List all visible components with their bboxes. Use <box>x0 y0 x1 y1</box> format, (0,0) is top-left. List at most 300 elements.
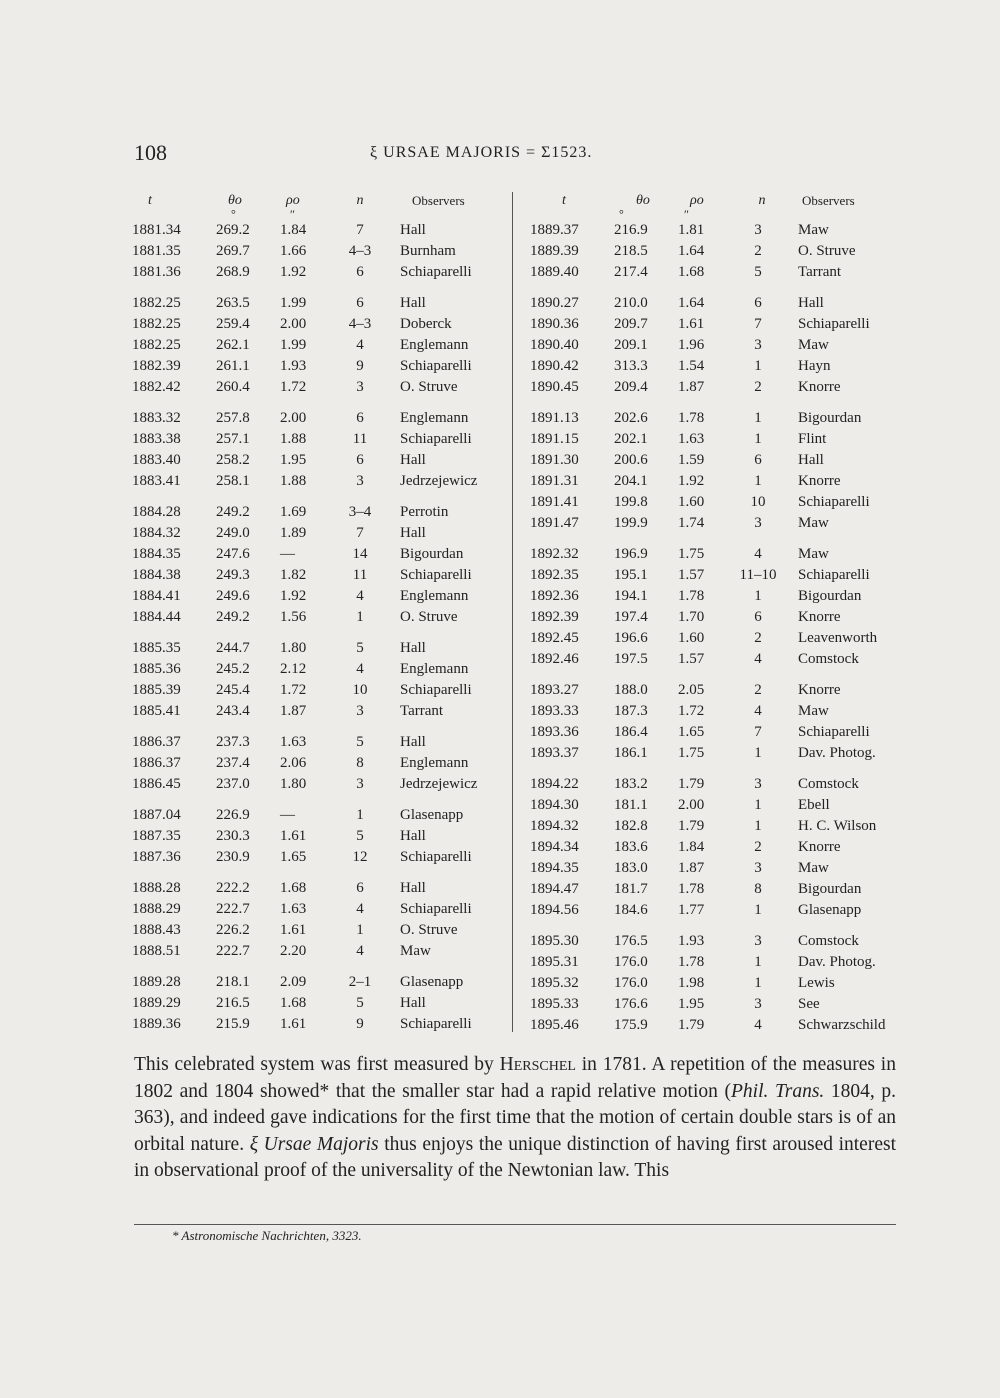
position-angle-cell: 195.1 <box>614 567 648 583</box>
observer-cell: Schiaparelli <box>400 901 472 917</box>
position-angle-cell: 237.4 <box>216 755 250 771</box>
distance-cell: 1.64 <box>678 295 705 311</box>
epoch-cell: 1894.35 <box>530 860 579 876</box>
epoch-cell: 1884.44 <box>132 609 181 625</box>
distance-cell: 2.06 <box>280 755 307 771</box>
nights-cell: 1 <box>754 358 762 374</box>
table-row <box>528 680 898 701</box>
year-group <box>130 972 500 1035</box>
position-angle-cell: 245.2 <box>216 661 250 677</box>
epoch-cell: 1889.40 <box>530 264 579 280</box>
table-row <box>130 262 500 283</box>
distance-cell: 1.63 <box>678 431 705 447</box>
position-angle-cell: 184.6 <box>614 902 648 918</box>
epoch-cell: 1883.38 <box>132 431 181 447</box>
nights-cell: 11 <box>352 567 368 583</box>
observations-table-right <box>528 190 898 1046</box>
distance-cell: 1.74 <box>678 515 705 531</box>
nights-cell: 3 <box>754 515 762 531</box>
distance-cell: 1.60 <box>678 494 705 510</box>
nights-cell: 3 <box>754 860 762 876</box>
observer-cell: Englemann <box>400 588 469 604</box>
epoch-cell: 1892.39 <box>530 609 579 625</box>
observations-table-left <box>130 190 500 1045</box>
table-row <box>528 1015 898 1036</box>
position-angle-cell: 222.7 <box>216 901 250 917</box>
position-angle-cell: 186.4 <box>614 724 648 740</box>
position-angle-cell: 209.7 <box>614 316 648 332</box>
table-row <box>528 858 898 879</box>
epoch-cell: 1882.39 <box>132 358 181 374</box>
position-angle-cell: 202.6 <box>614 410 648 426</box>
epoch-cell: 1886.37 <box>132 755 181 771</box>
year-group <box>528 544 898 670</box>
position-angle-cell: 202.1 <box>614 431 648 447</box>
observer-cell: Leavenworth <box>798 630 878 646</box>
epoch-cell: 1883.41 <box>132 473 181 489</box>
observer-cell: Tarrant <box>798 264 842 280</box>
table-row <box>528 335 898 356</box>
nights-cell: 3 <box>754 933 762 949</box>
nights-cell: 1 <box>754 588 762 604</box>
observer-cell: Hall <box>400 295 426 311</box>
epoch-cell: 1882.25 <box>132 295 181 311</box>
nights-cell: 8 <box>754 881 762 897</box>
position-angle-cell: 196.6 <box>614 630 648 646</box>
position-angle-cell: 263.5 <box>216 295 250 311</box>
epoch-cell: 1888.28 <box>132 880 181 896</box>
table-row <box>130 1014 500 1035</box>
year-group <box>130 638 500 722</box>
epoch-cell: 1882.42 <box>132 379 181 395</box>
observer-cell: Schiaparelli <box>400 264 472 280</box>
distance-cell: 1.64 <box>678 243 705 259</box>
nights-cell: 6 <box>356 452 364 468</box>
observer-cell: Schiaparelli <box>400 1016 472 1032</box>
nights-cell: 4 <box>356 901 364 917</box>
epoch-cell: 1892.36 <box>530 588 579 604</box>
epoch-cell: 1895.31 <box>530 954 579 970</box>
nights-cell: 4 <box>754 703 762 719</box>
position-angle-cell: 258.2 <box>216 452 250 468</box>
distance-cell: 1.75 <box>678 745 705 761</box>
nights-cell: 1 <box>754 745 762 761</box>
position-angle-cell: 175.9 <box>614 1017 648 1033</box>
epoch-cell: 1889.36 <box>132 1016 181 1032</box>
observer-cell: Schiaparelli <box>400 849 472 865</box>
table-row <box>130 972 500 993</box>
position-angle-cell: 209.1 <box>614 337 648 353</box>
distance-cell: 1.81 <box>678 222 705 238</box>
distance-cell: 1.92 <box>280 264 307 280</box>
nights-cell: 4 <box>754 651 762 667</box>
observer-cell: Lewis <box>798 975 835 991</box>
nights-cell: 1 <box>754 431 762 447</box>
year-group <box>130 408 500 492</box>
position-angle-cell: 222.7 <box>216 943 250 959</box>
epoch-cell: 1892.35 <box>530 567 579 583</box>
table-row <box>130 502 500 523</box>
paragraph-text-4: thus enjoys the unique distinction of having first aroused interest in observational proof of the universality of the Newtonian law. This <box>134 1133 896 1181</box>
table-row <box>528 973 898 994</box>
table-row <box>528 774 898 795</box>
epoch-cell: 1894.34 <box>530 839 579 855</box>
epoch-cell: 1885.39 <box>132 682 181 698</box>
epoch-cell: 1882.25 <box>132 337 181 353</box>
observer-cell: Comstock <box>798 776 859 792</box>
observer-cell: O. Struve <box>798 243 856 259</box>
epoch-cell: 1886.45 <box>132 776 181 792</box>
table-row <box>528 994 898 1015</box>
table-row <box>528 492 898 513</box>
observer-cell: Hall <box>400 452 426 468</box>
epoch-cell: 1889.39 <box>530 243 579 259</box>
epoch-cell: 1884.41 <box>132 588 181 604</box>
epoch-cell: 1894.32 <box>530 818 579 834</box>
table-row <box>528 900 898 921</box>
epoch-cell: 1892.45 <box>530 630 579 646</box>
year-group <box>528 220 898 283</box>
nights-cell: 6 <box>754 295 762 311</box>
observer-cell: Perrotin <box>400 504 449 520</box>
distance-cell: 1.99 <box>280 295 307 311</box>
distance-cell: — <box>280 807 295 823</box>
year-group <box>528 408 898 534</box>
epoch-cell: 1887.35 <box>132 828 181 844</box>
distance-cell: 1.88 <box>280 431 307 447</box>
table-row <box>528 471 898 492</box>
table-row <box>528 879 898 900</box>
distance-cell: 1.79 <box>678 818 705 834</box>
position-angle-cell: 237.0 <box>216 776 250 792</box>
observer-cell: Englemann <box>400 337 469 353</box>
epoch-cell: 1884.35 <box>132 546 181 562</box>
star-name: ξ Ursae Majoris <box>249 1133 379 1155</box>
paragraph-text-3: 1804, p. 363), and indeed gave indications for the first time that the motion of certain double stars is of an orbital nature. <box>134 1080 896 1155</box>
unit-rho: ″ <box>290 207 295 221</box>
position-angle-cell: 247.6 <box>216 546 250 562</box>
table-row <box>528 565 898 586</box>
observer-cell: Flint <box>798 431 827 447</box>
table-row <box>130 586 500 607</box>
distance-cell: 1.72 <box>280 379 307 395</box>
distance-cell: 1.87 <box>678 860 705 876</box>
nights-cell: 10 <box>352 682 368 698</box>
observer-cell: Ebell <box>798 797 830 813</box>
observer-cell: Maw <box>798 703 829 719</box>
distance-cell: 1.92 <box>280 588 307 604</box>
position-angle-cell: 257.1 <box>216 431 250 447</box>
table-row <box>130 241 500 262</box>
distance-cell: 1.68 <box>280 880 307 896</box>
observer-cell: Maw <box>798 337 829 353</box>
footnote: * Astronomische Nachrichten, 3323. <box>172 1228 362 1243</box>
position-angle-cell: 261.1 <box>216 358 250 374</box>
epoch-cell: 1883.32 <box>132 410 181 426</box>
table-header <box>528 190 898 210</box>
observer-cell: Bigourdan <box>400 546 464 562</box>
position-angle-cell: 188.0 <box>614 682 648 698</box>
epoch-cell: 1890.40 <box>530 337 579 353</box>
distance-cell: 1.79 <box>678 776 705 792</box>
distance-cell: 1.84 <box>280 222 307 238</box>
observer-cell: Knorre <box>798 839 841 855</box>
observer-cell: O. Struve <box>400 609 458 625</box>
nights-cell: 4 <box>754 1017 762 1033</box>
observer-cell: Hall <box>798 452 824 468</box>
epoch-cell: 1886.37 <box>132 734 181 750</box>
header-n: n <box>356 193 364 208</box>
header-rho: ρo <box>286 193 300 208</box>
distance-cell: 1.98 <box>678 975 705 991</box>
epoch-cell: 1885.41 <box>132 703 181 719</box>
header-theta: θo <box>228 193 242 208</box>
year-group <box>130 878 500 962</box>
observer-cell: Doberck <box>400 316 452 332</box>
year-group <box>130 732 500 795</box>
table-row <box>130 920 500 941</box>
epoch-cell: 1885.35 <box>132 640 181 656</box>
position-angle-cell: 199.8 <box>614 494 648 510</box>
position-angle-cell: 218.5 <box>614 243 648 259</box>
position-angle-cell: 249.2 <box>216 609 250 625</box>
nights-cell: 3 <box>754 776 762 792</box>
nights-cell: 1 <box>754 410 762 426</box>
table-row <box>130 293 500 314</box>
observer-cell: See <box>798 996 820 1012</box>
nights-cell: 7 <box>356 525 364 541</box>
epoch-cell: 1891.15 <box>530 431 579 447</box>
epoch-cell: 1889.28 <box>132 974 181 990</box>
epoch-cell: 1895.33 <box>530 996 579 1012</box>
nights-cell: 1 <box>754 818 762 834</box>
epoch-cell: 1893.27 <box>530 682 579 698</box>
table-row <box>130 314 500 335</box>
header-observers: Observers <box>802 193 855 208</box>
epoch-cell: 1895.46 <box>530 1017 579 1033</box>
observer-cell: Maw <box>798 860 829 876</box>
epoch-cell: 1882.25 <box>132 316 181 332</box>
epoch-cell: 1889.29 <box>132 995 181 1011</box>
nights-cell: 3 <box>356 776 364 792</box>
table-units <box>130 207 500 221</box>
nights-cell: 2 <box>754 682 762 698</box>
position-angle-cell: 226.2 <box>216 922 250 938</box>
epoch-cell: 1891.47 <box>530 515 579 531</box>
distance-cell: 1.93 <box>678 933 705 949</box>
table-row <box>130 565 500 586</box>
position-angle-cell: 200.6 <box>614 452 648 468</box>
distance-cell: 2.00 <box>280 410 307 426</box>
position-angle-cell: 222.2 <box>216 880 250 896</box>
table-row <box>528 586 898 607</box>
epoch-cell: 1881.35 <box>132 243 181 259</box>
nights-cell: 4–3 <box>348 243 372 259</box>
nights-cell: 11–10 <box>739 567 777 583</box>
page-number: 108 <box>134 140 167 165</box>
table-row <box>528 743 898 764</box>
table-row <box>130 356 500 377</box>
epoch-cell: 1889.37 <box>530 222 579 238</box>
position-angle-cell: 262.1 <box>216 337 250 353</box>
table-row <box>130 680 500 701</box>
distance-cell: 1.65 <box>280 849 307 865</box>
year-group <box>528 774 898 921</box>
distance-cell: 1.56 <box>280 609 307 625</box>
nights-cell: 11 <box>352 431 368 447</box>
table-row <box>130 847 500 868</box>
distance-cell: 1.75 <box>678 546 705 562</box>
position-angle-cell: 176.6 <box>614 996 648 1012</box>
position-angle-cell: 181.7 <box>614 881 648 897</box>
table-row <box>130 993 500 1014</box>
table-row <box>130 899 500 920</box>
column-divider <box>512 192 513 1032</box>
distance-cell: 1.96 <box>678 337 705 353</box>
distance-cell: 1.72 <box>678 703 705 719</box>
header-theta: θo <box>636 193 650 208</box>
header-observers: Observers <box>412 193 465 208</box>
epoch-cell: 1883.40 <box>132 452 181 468</box>
observer-cell: Hall <box>400 525 426 541</box>
distance-cell: 1.95 <box>678 996 705 1012</box>
observer-cell: Knorre <box>798 379 841 395</box>
header-rho: ρo <box>690 193 704 208</box>
position-angle-cell: 313.3 <box>614 358 648 374</box>
epoch-cell: 1895.30 <box>530 933 579 949</box>
distance-cell: 1.68 <box>280 995 307 1011</box>
distance-cell: — <box>280 546 295 562</box>
nights-cell: 1 <box>754 797 762 813</box>
position-angle-cell: 215.9 <box>216 1016 250 1032</box>
observer-cell: H. C. Wilson <box>798 818 877 834</box>
observer-cell: Maw <box>400 943 431 959</box>
nights-cell: 4 <box>356 943 364 959</box>
nights-cell: 5 <box>356 828 364 844</box>
table-row <box>130 377 500 398</box>
year-group <box>528 680 898 764</box>
position-angle-cell: 204.1 <box>614 473 648 489</box>
year-group <box>130 220 500 283</box>
epoch-cell: 1893.36 <box>530 724 579 740</box>
table-row <box>528 314 898 335</box>
nights-cell: 6 <box>356 264 364 280</box>
observer-cell: Bigourdan <box>798 881 862 897</box>
position-angle-cell: 196.9 <box>614 546 648 562</box>
table-row <box>528 649 898 670</box>
distance-cell: 1.77 <box>678 902 705 918</box>
position-angle-cell: 260.4 <box>216 379 250 395</box>
position-angle-cell: 186.1 <box>614 745 648 761</box>
epoch-cell: 1892.46 <box>530 651 579 667</box>
distance-cell: 1.70 <box>678 609 705 625</box>
observer-cell: Hall <box>400 995 426 1011</box>
distance-cell: 1.63 <box>280 901 307 917</box>
observer-cell: Hall <box>400 734 426 750</box>
epoch-cell: 1892.32 <box>530 546 579 562</box>
unit-rho: ″ <box>684 207 689 221</box>
epoch-cell: 1890.27 <box>530 295 579 311</box>
distance-cell: 1.65 <box>678 724 705 740</box>
nights-cell: 5 <box>356 734 364 750</box>
running-head: ξ URSAE MAJORIS = Σ1523. <box>370 144 593 161</box>
distance-cell: 2.09 <box>280 974 307 990</box>
table-row <box>528 628 898 649</box>
table-row <box>130 220 500 241</box>
epoch-cell: 1895.32 <box>530 975 579 991</box>
nights-cell: 2–1 <box>348 974 372 990</box>
table-row <box>130 544 500 565</box>
observer-cell: Schiaparelli <box>400 358 472 374</box>
table-row <box>528 544 898 565</box>
header-t: t <box>148 193 152 208</box>
distance-cell: 1.63 <box>280 734 307 750</box>
header-t: t <box>562 193 566 208</box>
epoch-cell: 1891.13 <box>530 410 579 426</box>
position-angle-cell: 249.3 <box>216 567 250 583</box>
position-angle-cell: 226.9 <box>216 807 250 823</box>
epoch-cell: 1891.41 <box>530 494 579 510</box>
position-angle-cell: 194.1 <box>614 588 648 604</box>
table-row <box>130 335 500 356</box>
distance-cell: 2.00 <box>678 797 705 813</box>
observer-cell: Knorre <box>798 609 841 625</box>
table-row <box>528 220 898 241</box>
distance-cell: 2.00 <box>280 316 307 332</box>
position-angle-cell: 197.5 <box>614 651 648 667</box>
table-row <box>130 805 500 826</box>
table-row <box>528 408 898 429</box>
nights-cell: 6 <box>356 410 364 426</box>
nights-cell: 14 <box>352 546 368 562</box>
year-group <box>528 293 898 398</box>
distance-cell: 1.88 <box>280 473 307 489</box>
table-header <box>130 190 500 210</box>
distance-cell: 1.89 <box>280 525 307 541</box>
table-row <box>130 408 500 429</box>
observer-cell: Hall <box>400 222 426 238</box>
nights-cell: 1 <box>356 609 364 625</box>
nights-cell: 3 <box>754 996 762 1012</box>
nights-cell: 1 <box>754 954 762 970</box>
distance-cell: 1.54 <box>678 358 705 374</box>
nights-cell: 5 <box>356 995 364 1011</box>
epoch-cell: 1881.34 <box>132 222 181 238</box>
distance-cell: 1.92 <box>678 473 705 489</box>
nights-cell: 8 <box>356 755 364 771</box>
observer-cell: Englemann <box>400 755 469 771</box>
distance-cell: 1.78 <box>678 588 705 604</box>
position-angle-cell: 258.1 <box>216 473 250 489</box>
position-angle-cell: 237.3 <box>216 734 250 750</box>
position-angle-cell: 269.7 <box>216 243 250 259</box>
observer-cell: Hall <box>400 640 426 656</box>
nights-cell: 3–4 <box>348 504 372 520</box>
paragraph-text-1: This celebrated system was first measured by <box>134 1054 500 1075</box>
distance-cell: 1.93 <box>280 358 307 374</box>
position-angle-cell: 176.0 <box>614 975 648 991</box>
epoch-cell: 1894.47 <box>530 881 579 897</box>
observer-cell: Englemann <box>400 410 469 426</box>
table-row <box>130 732 500 753</box>
observer-cell: Schwarzschild <box>798 1017 886 1033</box>
body-paragraph <box>134 1052 896 1185</box>
year-group <box>130 805 500 868</box>
nights-cell: 7 <box>754 316 762 332</box>
table-row <box>130 429 500 450</box>
observer-cell: Hayn <box>798 358 831 374</box>
table-row <box>528 293 898 314</box>
